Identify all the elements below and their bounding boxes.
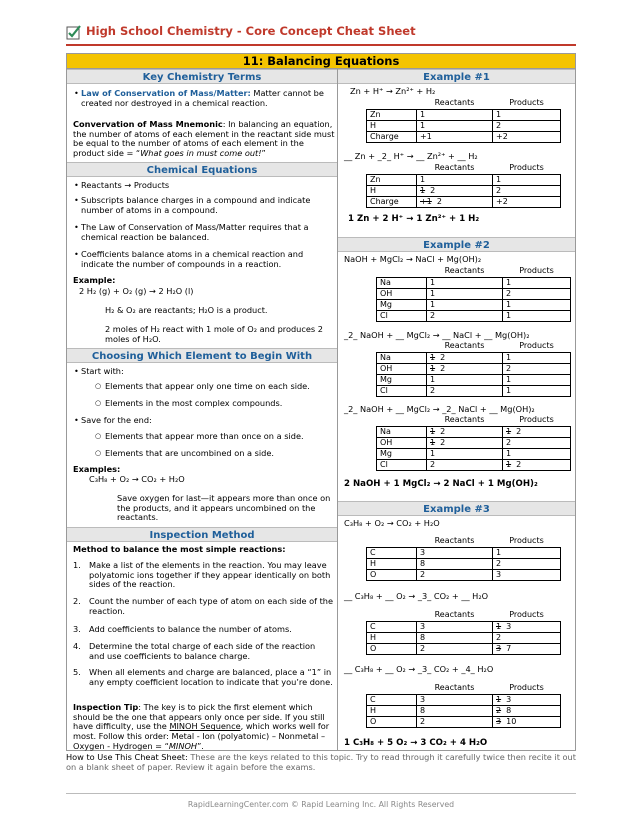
element-cell: O xyxy=(367,643,417,654)
element-cell: Charge xyxy=(367,131,417,142)
product-count-cell: 2 xyxy=(503,288,571,299)
example-2-heading: Example #2 xyxy=(338,237,575,252)
table-row xyxy=(377,288,571,299)
table-row xyxy=(377,459,571,470)
table-row xyxy=(367,547,561,558)
product-count-cell: +2 xyxy=(493,196,561,207)
element-cell: O xyxy=(367,569,417,580)
element-cell: Cl xyxy=(377,310,427,321)
step-2: 2. Count the number of each type of atom on each side of the reaction. xyxy=(73,596,334,616)
product-count-cell: 3 7 xyxy=(493,643,561,654)
table-header-row xyxy=(377,415,571,426)
table-row xyxy=(367,109,561,120)
products-header: Products xyxy=(493,163,561,174)
example-2-equation: NaOH + MgCl₂ → NaCl + Mg(OH)₂ xyxy=(344,254,482,264)
reactant-count-cell: 1 2 xyxy=(417,185,493,196)
tip-label: Inspection Tip xyxy=(73,702,139,712)
example-3-equation: C₃H₈ + O₂ → CO₂ + H₂O xyxy=(344,518,440,528)
reactant-count-cell: 8 xyxy=(417,632,493,643)
element-cell: O xyxy=(367,716,417,727)
example-3-table-a xyxy=(366,536,561,581)
footer-divider xyxy=(66,793,576,794)
how-to-use-label: How to Use This Cheat Sheet: xyxy=(66,752,188,762)
element-cell: C xyxy=(367,547,417,558)
reactant-count-cell: 1 xyxy=(417,120,493,131)
element-cell: H xyxy=(367,558,417,569)
reactant-count-cell: 2 xyxy=(427,459,503,470)
step-5-text: When all elements and charge are balanced, place a “1” in any empty coefficient location to indicate that you’re done. xyxy=(89,667,333,687)
header-blank xyxy=(367,683,417,694)
element-cell: H xyxy=(367,632,417,643)
example-2-balanced: 2 NaOH + 1 MgCl₂ → 2 NaCl + 1 Mg(OH)₂ xyxy=(344,479,538,489)
example-3-heading: Example #3 xyxy=(338,501,575,516)
header-blank xyxy=(377,415,427,426)
reactants-header: Reactants xyxy=(417,683,493,694)
header-blank xyxy=(377,266,427,277)
products-header: Products xyxy=(493,610,561,621)
table-row xyxy=(367,120,561,131)
example-3-table-c xyxy=(366,683,561,728)
tip-minoh: MINOH xyxy=(168,740,198,751)
step-2-text: Count the number of each type of atom on each side of the reaction. xyxy=(89,596,334,616)
table-row xyxy=(367,569,561,580)
header-blank xyxy=(367,163,417,174)
reactant-count-cell: 1 xyxy=(427,288,503,299)
reactants-header: Reactants xyxy=(427,341,503,352)
example-1-heading: Example #1 xyxy=(338,69,575,84)
example-1-balanced: 1 Zn + 2 H⁺ → 1 Zn²⁺ + 1 H₂ xyxy=(348,214,480,224)
product-count-cell: 1 xyxy=(503,299,571,310)
table-row xyxy=(367,694,561,705)
example-2-equation-3: _2_ NaOH + __ MgCl₂ → _2_ NaCl + __ Mg(OH)₂ xyxy=(344,404,535,414)
table-header-row xyxy=(367,98,561,109)
table-header-row xyxy=(377,266,571,277)
table-row xyxy=(377,277,571,288)
products-header: Products xyxy=(493,683,561,694)
product-count-cell: 1 3 xyxy=(493,621,561,632)
example-note-2: 2 moles of H₂ react with 1 mole of O₂ and produces 2 moles of H₂O. xyxy=(105,324,323,344)
reactant-count-cell: 1 xyxy=(427,374,503,385)
product-count-cell: 2 xyxy=(493,632,561,643)
element-cell: OH xyxy=(377,363,427,374)
copyright-footer: RapidLearningCenter.com © Rapid Learning Inc. All Rights Reserved xyxy=(187,800,455,809)
element-cell: Mg xyxy=(377,299,427,310)
example-2-table-a xyxy=(376,266,571,322)
start-with-b: ○ Elements in the most complex compounds. xyxy=(105,399,333,409)
mnemonic-paragraph xyxy=(73,120,335,159)
step-1: 1. Make a list of the elements in the reaction. You may leave polyatomic ions together if they appear identically on both sides of the reaction. xyxy=(73,560,331,590)
table-header-row xyxy=(377,341,571,352)
page-title: High School Chemistry - Core Concept Cheat Sheet xyxy=(86,24,416,39)
equation-bullet-2: • Subscripts balance charges in a compound and indicate number of atoms in a compound. xyxy=(81,196,335,215)
left-column xyxy=(66,69,338,751)
reactants-header: Reactants xyxy=(427,266,503,277)
table-header-row xyxy=(367,683,561,694)
reactant-count-cell: 8 xyxy=(417,558,493,569)
how-to-use-note xyxy=(66,753,576,773)
step-3: 3. Add coefficients to balance the number of atoms. xyxy=(73,624,292,634)
step-3-text: Add coefficients to balance the number of atoms. xyxy=(89,624,292,634)
element-cell: Zn xyxy=(367,109,417,120)
reactant-count-cell: 2 xyxy=(417,716,493,727)
element-cell: Na xyxy=(377,426,427,437)
product-count-cell: 1 xyxy=(503,448,571,459)
product-count-cell: 3 10 xyxy=(493,716,561,727)
element-cell: Cl xyxy=(377,459,427,470)
equation-bullet-3: • The Law of Conservation of Mass/Matter requires that a chemical reaction be balanced. xyxy=(81,223,335,242)
products-header: Products xyxy=(493,536,561,547)
element-cell: Na xyxy=(377,277,427,288)
example-3-equation-3: __ C₃H₈ + __ O₂ → _3_ CO₂ + _4_ H₂O xyxy=(344,664,494,674)
example-1-equation: Zn + H⁺ → Zn²⁺ + H₂ xyxy=(350,86,436,96)
inspection-tip xyxy=(73,703,333,751)
element-cell: C xyxy=(367,621,417,632)
reactant-count-cell: 1 xyxy=(427,277,503,288)
product-count-cell: 2 xyxy=(503,437,571,448)
step-5: 5. When all elements and charge are balanced, place a “1” in any empty coefficient location to indicate that you’re done. xyxy=(73,667,333,687)
table-row xyxy=(367,196,561,207)
element-cell: Na xyxy=(377,352,427,363)
example-1-equation-2: __ Zn + _2_ H⁺ → __ Zn²⁺ + __ H₂ xyxy=(344,151,478,161)
product-count-cell: 1 xyxy=(503,310,571,321)
reactant-count-cell: 1 xyxy=(427,448,503,459)
reactants-header: Reactants xyxy=(417,98,493,109)
tip-text-2: , which works well for most. Follow this order: Metal - Ion (polyatomic) – Nonmetal – Oxygen - Hydrogen = “ xyxy=(73,721,330,751)
element-cell: OH xyxy=(377,288,427,299)
reactant-count-cell: 1 2 xyxy=(427,363,503,374)
table-row xyxy=(367,621,561,632)
equation-bullet-1: • Reactants → Products xyxy=(81,181,335,191)
table-row xyxy=(377,299,571,310)
table-header-row xyxy=(367,610,561,621)
table-row xyxy=(377,363,571,374)
mnemonic-end: ” xyxy=(261,148,266,159)
reactant-count-cell: +1 xyxy=(417,131,493,142)
table-row xyxy=(367,705,561,716)
reactant-count-cell: 3 xyxy=(417,621,493,632)
example-1-table-a xyxy=(366,98,561,143)
equation-bullet-4: • Coefficients balance atoms in a chemical reaction and indicate the number of compounds in a reaction. xyxy=(81,250,335,269)
mnemonic-label: Convervation of Mass Mnemonic xyxy=(73,119,223,129)
section-chemical-equations-heading: Chemical Equations xyxy=(67,162,337,177)
element-cell: Zn xyxy=(367,174,417,185)
reactant-count-cell: 1 xyxy=(427,299,503,310)
example-3-balanced: 1 C₃H₈ + 5 O₂ → 3 CO₂ + 4 H₂O xyxy=(344,738,488,748)
element-cell: Cl xyxy=(377,385,427,396)
element-cell: H xyxy=(367,185,417,196)
product-count-cell: 1 3 xyxy=(493,694,561,705)
example-1-table-b xyxy=(366,163,561,208)
product-count-cell: 2 xyxy=(493,185,561,196)
products-header: Products xyxy=(503,266,571,277)
mnemonic-text: : In balancing an equation, the number of atoms of each element in the reactant side must be equal to the number of atoms of each element in the product side = “ xyxy=(73,119,335,159)
topic-banner: 11: Balancing Equations xyxy=(66,53,576,69)
product-count-cell: 2 xyxy=(503,363,571,374)
step-1-text: Make a list of the elements in the reaction. You may leave polyatomic ions together if they appear identically on both sides of the reaction. xyxy=(89,560,331,590)
reactants-header: Reactants xyxy=(417,610,493,621)
product-count-cell: 1 xyxy=(493,547,561,558)
reactant-count-cell: 1 2 xyxy=(427,426,503,437)
element-cell: Charge xyxy=(367,196,417,207)
reactants-header: Reactants xyxy=(427,415,503,426)
product-count-cell: +2 xyxy=(493,131,561,142)
reactant-count-cell: 1 2 xyxy=(427,437,503,448)
table-row xyxy=(367,558,561,569)
header-blank xyxy=(367,98,417,109)
tip-end: ”. xyxy=(197,740,204,751)
products-header: Products xyxy=(503,415,571,426)
examples-note: Save oxygen for last—it appears more than once on the products, and it appears uncombined on the reactants. xyxy=(117,493,331,523)
example-label: Example: xyxy=(73,275,116,285)
table-row xyxy=(367,131,561,142)
product-count-cell: 1 2 xyxy=(503,459,571,470)
section-choosing-element-heading: Choosing Which Element to Begin With xyxy=(67,348,337,363)
example-3-table-b xyxy=(366,610,561,655)
example-2-table-c xyxy=(376,415,571,471)
reactant-count-cell: 2 xyxy=(417,569,493,580)
header-blank xyxy=(367,610,417,621)
table-row xyxy=(377,437,571,448)
header-blank xyxy=(367,536,417,547)
product-count-cell: 1 xyxy=(493,174,561,185)
law-label: Law of Conservation of Mass/Matter: xyxy=(81,88,251,98)
reactant-count-cell: 2 xyxy=(427,310,503,321)
table-row xyxy=(377,448,571,459)
example-2-table-b xyxy=(376,341,571,397)
example-3-equation-2: __ C₃H₈ + __ O₂ → _3_ CO₂ + __ H₂O xyxy=(344,591,489,601)
product-count-cell: 3 xyxy=(493,569,561,580)
table-row xyxy=(377,374,571,385)
example-note-1: H₂ & O₂ are reactants; H₂O is a product. xyxy=(105,305,268,315)
save-for-end-b: ○ Elements that are uncombined on a side. xyxy=(105,449,333,459)
table-row xyxy=(367,632,561,643)
reactant-count-cell: 1 xyxy=(417,174,493,185)
law-text: Matter cannot be created nor destroyed in a chemical reaction. xyxy=(81,88,324,108)
table-row xyxy=(367,174,561,185)
product-count-cell: 1 xyxy=(493,109,561,120)
save-for-end-item: • Save for the end: xyxy=(81,416,335,426)
mnemonic-quote: What goes in must come out! xyxy=(140,148,262,159)
product-count-cell: 1 xyxy=(503,352,571,363)
reactant-count-cell: 2 xyxy=(427,385,503,396)
table-header-row xyxy=(367,163,561,174)
reactant-count-cell: 1 2 xyxy=(427,352,503,363)
reactants-header: Reactants xyxy=(417,536,493,547)
element-cell: Mg xyxy=(377,374,427,385)
reactant-count-cell: 3 xyxy=(417,694,493,705)
element-cell: Mg xyxy=(377,448,427,459)
tip-text: : The key is to pick the first element which should be the one that appears only once per side. If you still have difficulty, use the xyxy=(73,702,325,732)
element-cell: H xyxy=(367,705,417,716)
save-for-end-a: ○ Elements that appear more than once on a side. xyxy=(105,432,333,442)
table-row xyxy=(377,310,571,321)
reactant-count-cell: 2 xyxy=(417,643,493,654)
minoh-sequence-link[interactable]: MINOH Sequence xyxy=(169,721,241,732)
element-cell: H xyxy=(367,120,417,131)
table-header-row xyxy=(367,536,561,547)
table-row xyxy=(367,643,561,654)
product-count-cell: 1 2 xyxy=(503,426,571,437)
table-row xyxy=(377,426,571,437)
product-count-cell: 2 xyxy=(493,558,561,569)
start-with-item: • Start with: xyxy=(81,367,335,377)
reactant-count-cell: 8 xyxy=(417,705,493,716)
reactants-header: Reactants xyxy=(417,163,493,174)
page-header xyxy=(66,22,576,42)
reactant-count-cell: +1 2 xyxy=(417,196,493,207)
products-header: Products xyxy=(493,98,561,109)
start-with-a: ○ Elements that appear only one time on each side. xyxy=(105,382,333,392)
step-4: 4. Determine the total charge of each side of the reaction and use coefficients to balance charge. xyxy=(73,641,316,661)
product-count-cell: 1 xyxy=(503,277,571,288)
reactant-count-cell: 3 xyxy=(417,547,493,558)
product-count-cell: 1 xyxy=(503,385,571,396)
product-count-cell: 2 xyxy=(493,120,561,131)
table-row xyxy=(377,352,571,363)
law-of-conservation-item xyxy=(81,89,335,108)
table-row xyxy=(367,716,561,727)
example-2-equation-2: _2_ NaOH + __ MgCl₂ → __ NaCl + __ Mg(OH)₂ xyxy=(344,330,530,340)
header-divider xyxy=(66,44,576,46)
table-row xyxy=(377,385,571,396)
inspection-method-title: Method to balance the most simple reactions: xyxy=(73,544,286,554)
products-header: Products xyxy=(503,341,571,352)
checkmark-logo-icon xyxy=(66,24,82,40)
section-inspection-method-heading: Inspection Method xyxy=(67,527,337,542)
example-equation: 2 H₂ (g) + O₂ (g) → 2 H₂O (l) xyxy=(79,286,194,296)
examples-label: Examples: xyxy=(73,464,121,474)
section-key-terms-heading: Key Chemistry Terms xyxy=(67,69,337,84)
element-cell: OH xyxy=(377,437,427,448)
element-cell: C xyxy=(367,694,417,705)
product-count-cell: 2 8 xyxy=(493,705,561,716)
examples-equation: C₃H₈ + O₂ → CO₂ + H₂O xyxy=(89,474,185,484)
step-4-text: Determine the total charge of each side of the reaction and use coefficients to balance charge. xyxy=(89,641,316,661)
table-row xyxy=(367,185,561,196)
header-blank xyxy=(377,341,427,352)
product-count-cell: 1 xyxy=(503,374,571,385)
how-to-use-text: These are the keys related to this topic. Try to read through it carefully twice then recite it out on a blank sheet of paper. Review it again before the exams. xyxy=(66,752,576,772)
reactant-count-cell: 1 xyxy=(417,109,493,120)
right-column xyxy=(338,69,576,751)
